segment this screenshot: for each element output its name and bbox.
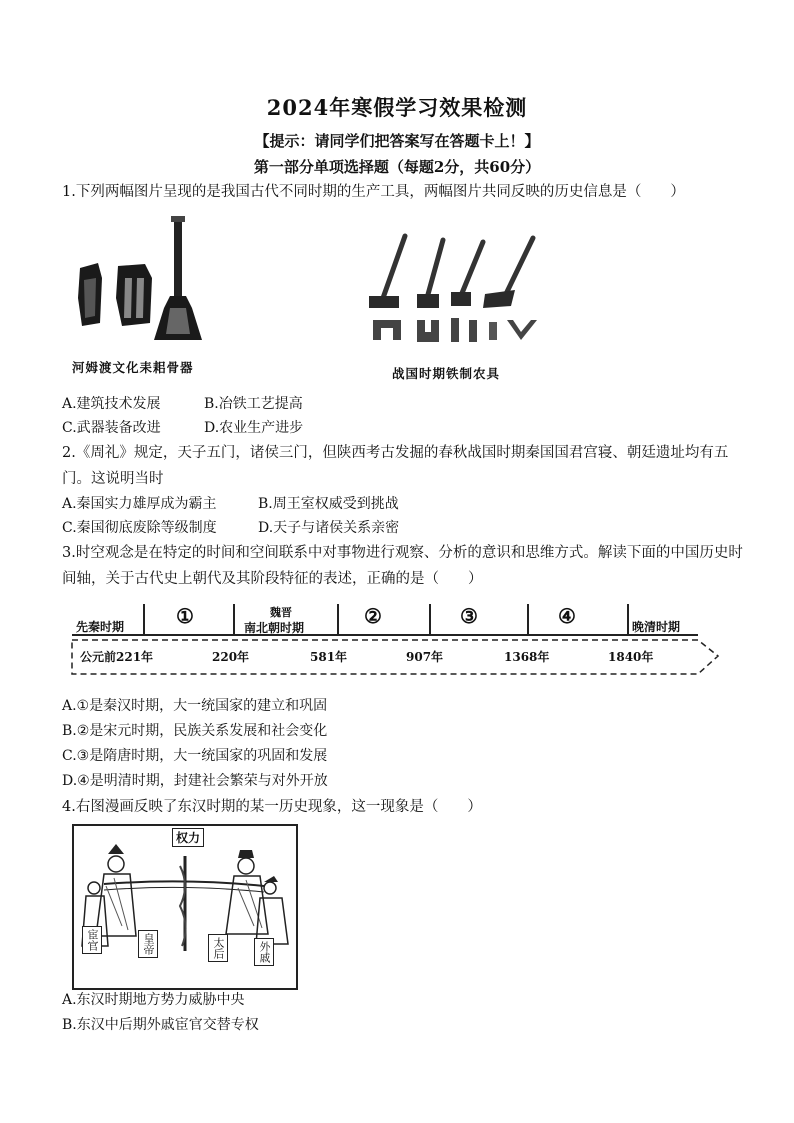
answer-hint: 【提示：请同学们把答案写在答题卡上！】 — [254, 132, 540, 150]
cartoon-label-power: 权力 — [172, 828, 204, 847]
timeline-frame — [68, 598, 728, 688]
timeline-year-220: 220年 — [212, 650, 250, 664]
q4-option-b: B.东汉中后期外戚宦官交替专权 — [62, 1017, 259, 1033]
q1-stem: 1.下列两幅图片呈现的是我国古代不同时期的生产工具，两幅图片共同反映的历史信息是（ ） — [62, 184, 685, 200]
iron-tools-image — [365, 228, 545, 348]
q1-option-a: A.建筑技术发展 — [62, 396, 161, 412]
power-struggle-cartoon — [72, 824, 298, 990]
caption-bone-tools: 河姆渡文化耒耜骨器 — [72, 360, 194, 375]
q2-option-a: A.秦国实力雄厚成为霸主 — [62, 496, 217, 512]
timeline-period-1: ① — [176, 604, 194, 628]
history-timeline — [68, 598, 728, 688]
timeline-year-1840: 1840年 — [608, 650, 654, 664]
timeline-period-3: ③ — [460, 604, 478, 628]
q3-option-a: A.①是秦汉时期，大一统国家的建立和巩固 — [62, 698, 328, 714]
timeline-year-1368: 1368年 — [504, 650, 550, 664]
q4-stem: 4.右图漫画反映了东汉时期的某一历史现象，这一现象是（ ） — [62, 799, 482, 815]
timeline-period-weijin: 魏晋 — [270, 606, 292, 619]
timeline-year-221bc: 公元前221年 — [80, 650, 154, 664]
cartoon-label-eunuchs: 宦官 — [82, 926, 102, 954]
section-heading: 第一部分单项选择题（每题2分，共60分） — [253, 158, 541, 176]
q1-option-b: B.冶铁工艺提高 — [204, 396, 303, 412]
timeline-period-preqin: 先秦时期 — [76, 620, 125, 634]
q2-option-c: C.秦国彻底废除等级制度 — [62, 520, 217, 536]
bone-tools-image — [70, 208, 250, 353]
q2-stem-line2: 门。这说明当时 — [62, 471, 164, 487]
timeline-year-581: 581年 — [310, 650, 348, 664]
q2-option-d: D.天子与诸侯关系亲密 — [258, 520, 400, 536]
page-title: 2024年寒假学习效果检测 — [266, 95, 528, 120]
q1-option-c: C.武器装备改进 — [62, 420, 161, 436]
q1-option-d: D.农业生产进步 — [204, 420, 304, 436]
q3-option-d: D.④是明清时期，封建社会繁荣与对外开放 — [62, 773, 328, 789]
timeline-year-907: 907年 — [406, 650, 444, 664]
q2-stem-line1: 2.《周礼》规定，天子五门，诸侯三门，但陕西考古发掘的春秋战国时期秦国国君宫寝、朝廷遗址均有五 — [62, 445, 729, 461]
timeline-period-lateqing: 晚清时期 — [632, 620, 681, 634]
q2-option-b: B.周王室权威受到挑战 — [258, 496, 399, 512]
q3-stem-line1: 3.时空观念是在特定的时间和空间联系中对事物进行观察、分析的意识和思维方式。解读下面的中国历史时 — [62, 545, 743, 561]
caption-iron-tools: 战国时期铁制农具 — [392, 366, 501, 381]
q3-option-b: B.②是宋元时期，民族关系发展和社会变化 — [62, 723, 328, 739]
timeline-period-4: ④ — [558, 604, 576, 628]
q3-option-c: C.③是隋唐时期，大一统国家的巩固和发展 — [62, 748, 328, 764]
q3-stem-line2: 间轴，关于古代史上朝代及其阶段特征的表述，正确的是（ ） — [62, 571, 483, 587]
cartoon-label-emperor: 皇帝 — [138, 930, 158, 958]
cartoon-label-consort-clan: 外戚 — [254, 938, 274, 966]
cartoon-label-empress-dowager: 太后 — [208, 934, 228, 962]
q4-option-a: A.东汉时期地方势力威胁中央 — [62, 992, 245, 1008]
timeline-period-2: ② — [364, 604, 382, 628]
timeline-period-nanbei: 南北朝时期 — [244, 621, 305, 635]
